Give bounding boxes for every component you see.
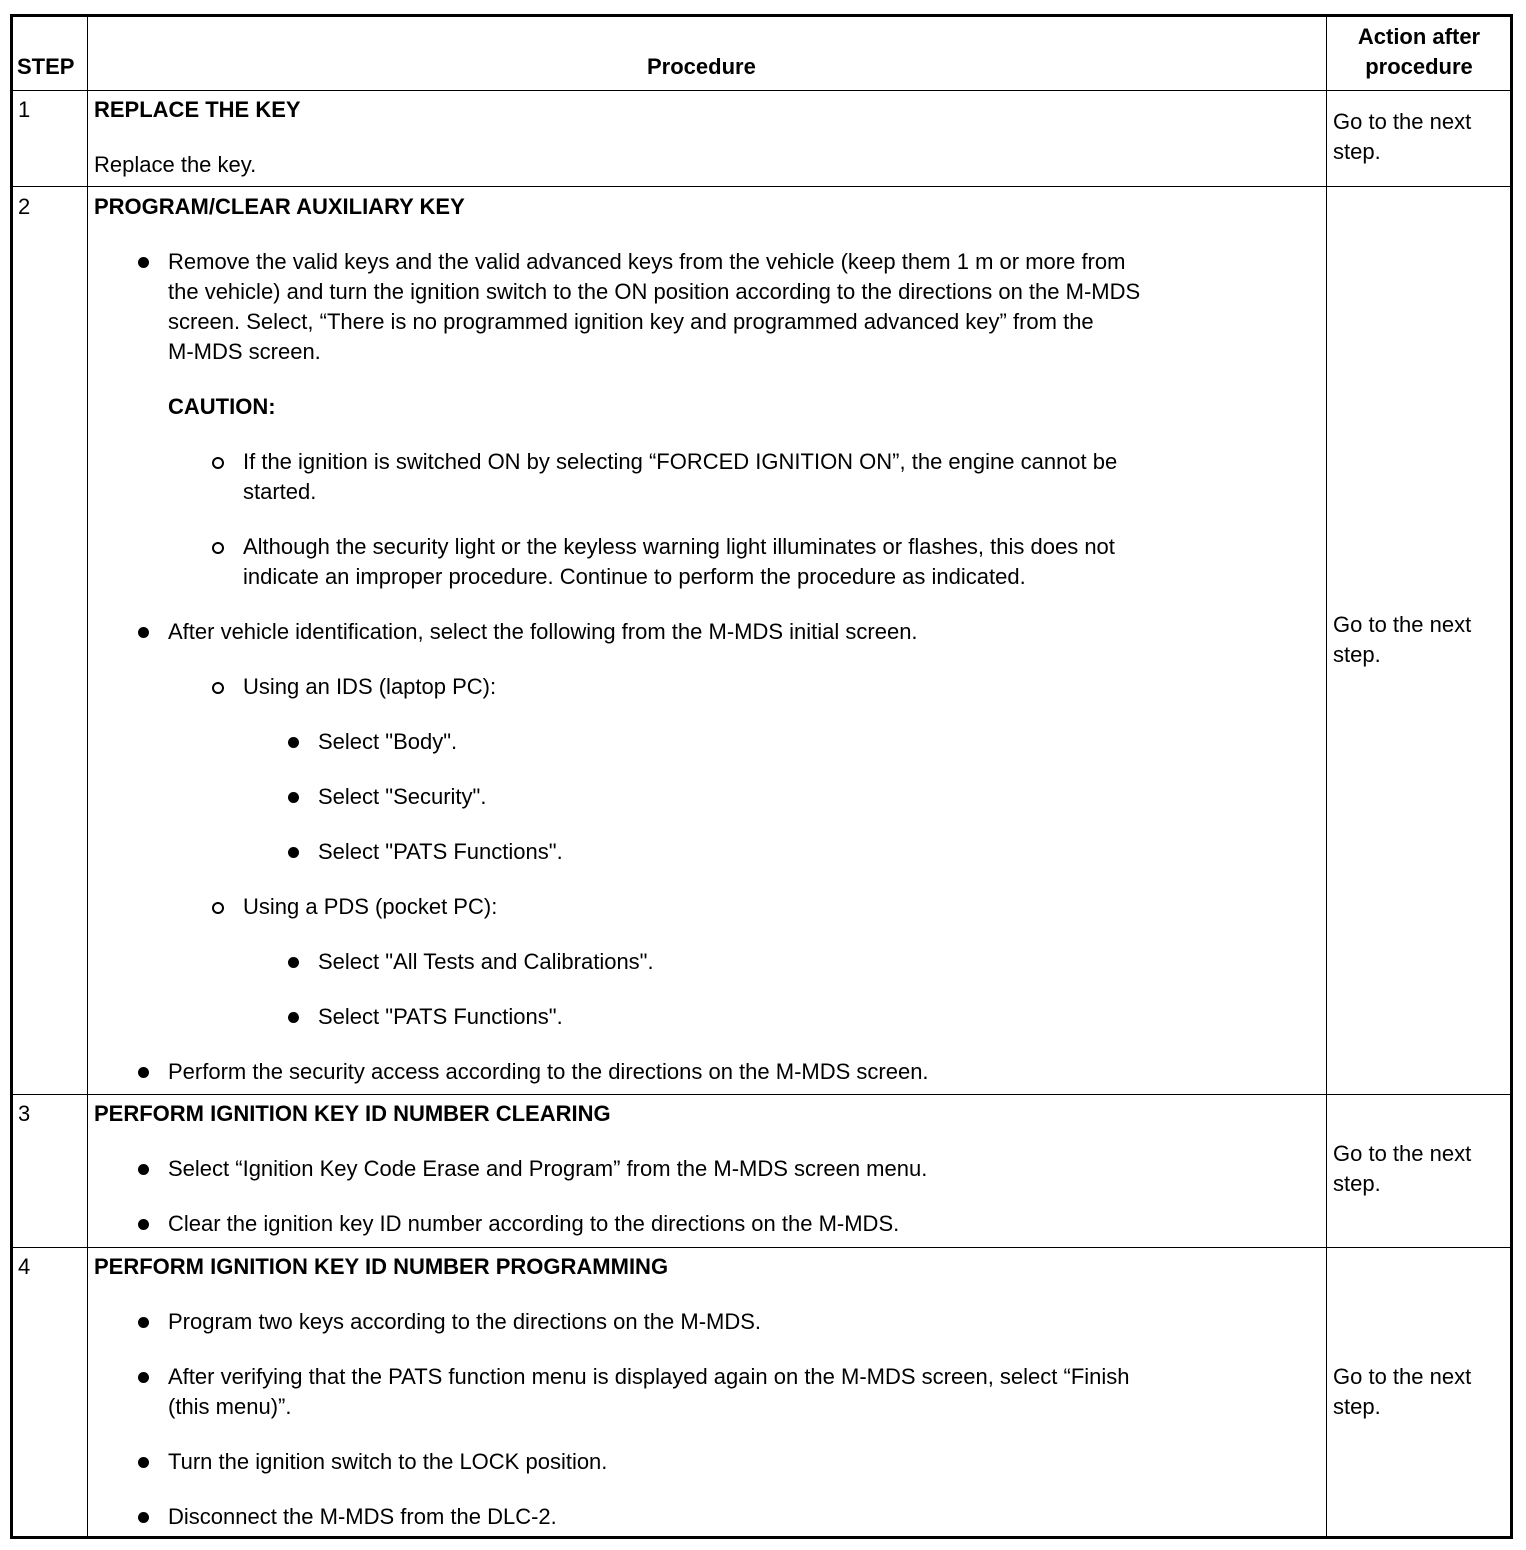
- column-divider: [1326, 17, 1327, 1536]
- circle-bullet-icon: [212, 542, 224, 554]
- list-item-text: M-MDS screen.: [168, 339, 321, 364]
- sub-sub-item-text: Select "Body".: [318, 729, 458, 754]
- bullet-icon: [288, 847, 299, 858]
- row-divider: [13, 1247, 1510, 1248]
- caution-item-text: indicate an improper procedure. Continue to perform the procedure as indicated.: [243, 564, 1026, 589]
- action-text: Go to the next: [1333, 612, 1472, 637]
- header-procedure: Procedure: [647, 54, 756, 79]
- bullet-icon: [138, 1317, 149, 1328]
- circle-bullet-icon: [212, 682, 224, 694]
- circle-bullet-icon: [212, 902, 224, 914]
- column-divider: [87, 17, 88, 1536]
- list-item-text: the vehicle) and turn the ignition switch to the ON position according to the directions on the M-MDS: [168, 279, 1141, 304]
- list-item-text: (this menu)”.: [168, 1394, 292, 1419]
- bullet-icon: [138, 1372, 149, 1383]
- action-text: step.: [1333, 1171, 1381, 1196]
- list-item-text: After vehicle identification, select the following from the M-MDS initial screen.: [168, 619, 918, 644]
- bullet-icon: [288, 957, 299, 968]
- sub-sub-item-text: Select "PATS Functions".: [318, 1004, 563, 1029]
- list-item-text: Turn the ignition switch to the LOCK position.: [168, 1449, 608, 1474]
- action-text: step.: [1333, 1394, 1381, 1419]
- sub-item-text: Using an IDS (laptop PC):: [243, 674, 497, 699]
- sub-sub-item-text: Select "Security".: [318, 784, 487, 809]
- action-text: Go to the next: [1333, 109, 1472, 134]
- sub-sub-item-text: Select "PATS Functions".: [318, 839, 563, 864]
- bullet-icon: [138, 1067, 149, 1078]
- list-item-text: Disconnect the M-MDS from the DLC-2.: [168, 1504, 557, 1529]
- header-action-line2: procedure: [1365, 54, 1473, 79]
- bullet-icon: [138, 1512, 149, 1523]
- bullet-icon: [138, 1457, 149, 1468]
- step-title: PERFORM IGNITION KEY ID NUMBER CLEARING: [94, 1101, 611, 1126]
- step-number: 2: [18, 194, 31, 219]
- bullet-icon: [138, 1164, 149, 1175]
- circle-bullet-icon: [212, 457, 224, 469]
- header-action-line1: Action after: [1357, 24, 1481, 49]
- list-item-text: Perform the security access according to the directions on the M-MDS screen.: [168, 1059, 929, 1084]
- step-number: 3: [18, 1101, 31, 1126]
- list-item-text: Select “Ignition Key Code Erase and Program” from the M-MDS screen menu.: [168, 1156, 928, 1181]
- row-divider: [13, 186, 1510, 187]
- bullet-icon: [138, 257, 149, 268]
- sub-item-text: Using a PDS (pocket PC):: [243, 894, 498, 919]
- caution-heading: CAUTION:: [168, 394, 276, 419]
- action-text: Go to the next: [1333, 1141, 1472, 1166]
- action-text: step.: [1333, 139, 1381, 164]
- bullet-icon: [288, 737, 299, 748]
- bullet-icon: [138, 627, 149, 638]
- list-item-text: screen. Select, “There is no programmed ignition key and programmed advanced key” from the: [168, 309, 1094, 334]
- row-divider: [13, 1094, 1510, 1095]
- list-item-text: Clear the ignition key ID number according to the directions on the M-MDS.: [168, 1211, 900, 1236]
- step-title: PERFORM IGNITION KEY ID NUMBER PROGRAMMING: [94, 1254, 669, 1279]
- bullet-icon: [138, 1219, 149, 1230]
- step-title: REPLACE THE KEY: [94, 97, 301, 122]
- bullet-icon: [288, 1012, 299, 1023]
- sub-sub-item-text: Select "All Tests and Calibrations".: [318, 949, 654, 974]
- step-body: Replace the key.: [94, 152, 257, 177]
- step-number: 4: [18, 1254, 31, 1279]
- action-text: Go to the next: [1333, 1364, 1472, 1389]
- caution-item-text: If the ignition is switched ON by selecting “FORCED IGNITION ON”, the engine cannot be: [243, 449, 1118, 474]
- list-item-text: Remove the valid keys and the valid advanced keys from the vehicle (keep them 1 m or more from: [168, 249, 1126, 274]
- caution-item-text: Although the security light or the keyless warning light illuminates or flashes, this does not: [243, 534, 1115, 559]
- caution-item-text: started.: [243, 479, 317, 504]
- row-divider: [13, 90, 1510, 91]
- list-item-text: Program two keys according to the directions on the M-MDS.: [168, 1309, 762, 1334]
- step-title: PROGRAM/CLEAR AUXILIARY KEY: [94, 194, 465, 219]
- header-step: STEP: [17, 54, 75, 79]
- bullet-icon: [288, 792, 299, 803]
- list-item-text: After verifying that the PATS function menu is displayed again on the M-MDS screen, select “Finish: [168, 1364, 1130, 1389]
- action-text: step.: [1333, 642, 1381, 667]
- step-number: 1: [18, 97, 31, 122]
